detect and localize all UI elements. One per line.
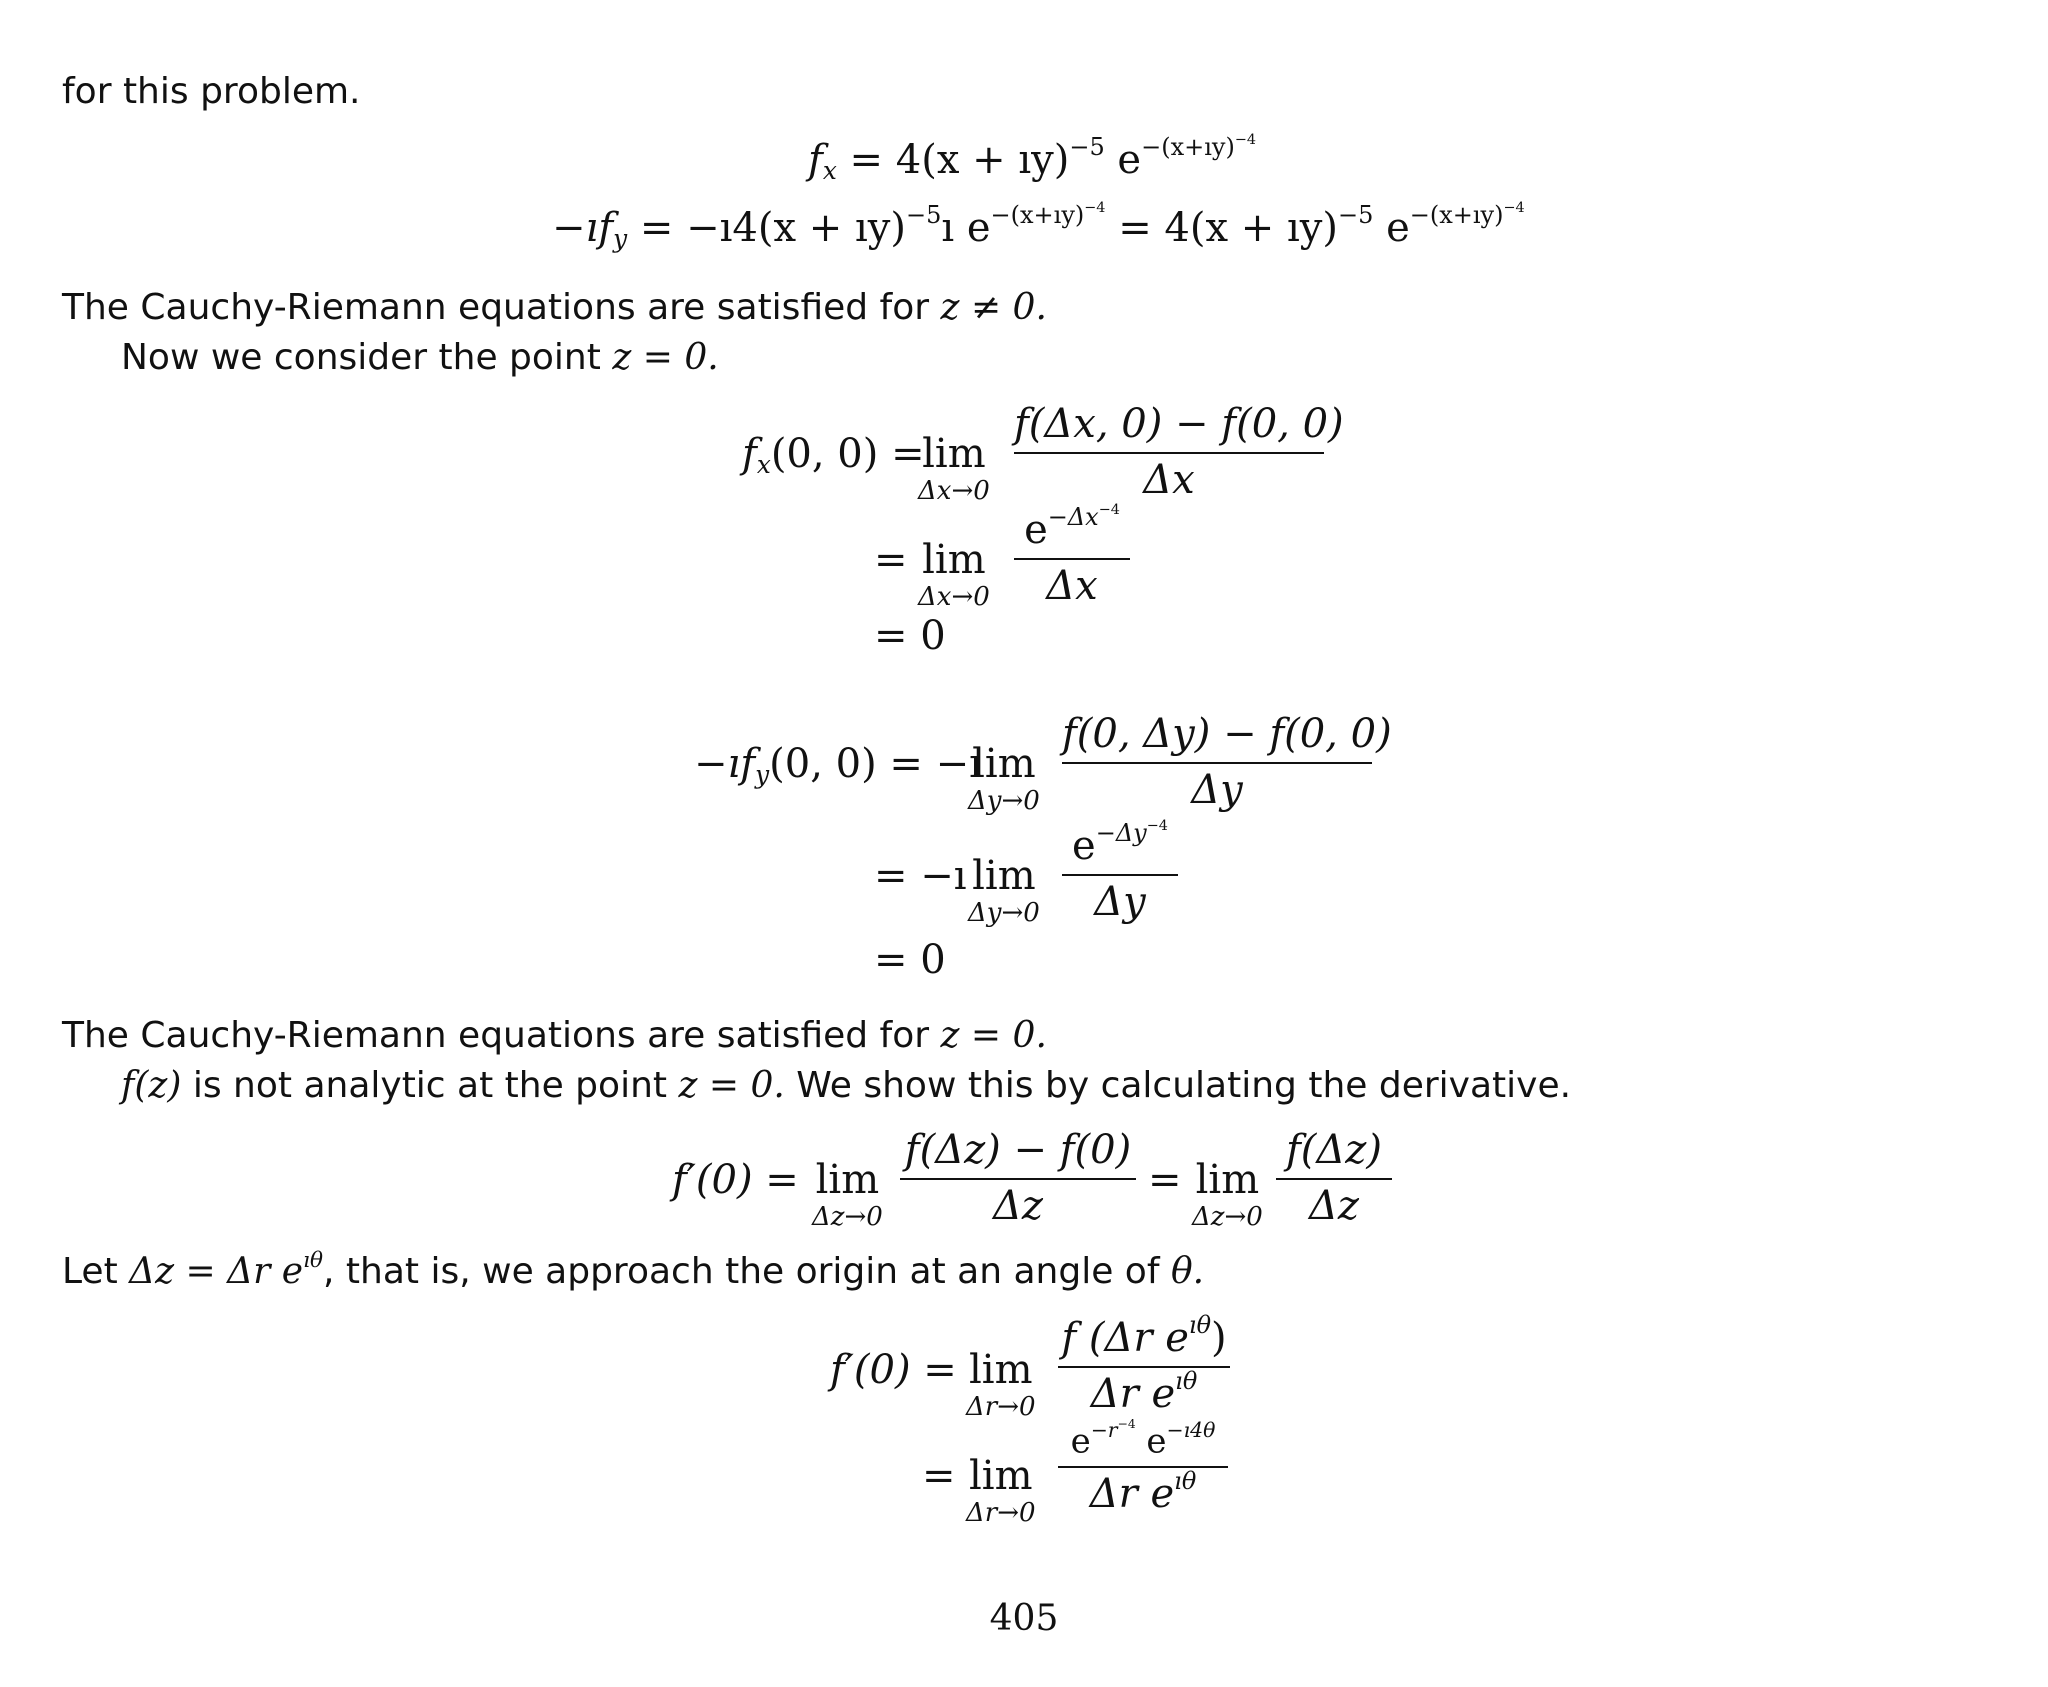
fy00-minus-i: = −ı [874, 853, 967, 899]
fp0-lhs: f′(0) = [672, 1157, 799, 1203]
fp0-fraction: f(Δz) − f(0) Δz [900, 1130, 1136, 1226]
lim-dr-1: lim Δr→0 [966, 1347, 1036, 1422]
fy00-result: = 0 [874, 937, 946, 983]
fx00-fraction-2: $e^{-\Delta x^{-4}}$ Δx [1014, 510, 1130, 606]
fx00-lhs: $f_x(0$, 0) = [742, 431, 925, 480]
cr-nonzero-text: The Cauchy-Riemann equations are satisfied for z ≠ 0. [62, 287, 1047, 328]
let-text: Let Δz = Δr $e^{ı\theta}$, that is, we approach the origin at an angle of θ. [62, 1247, 1205, 1292]
lim-dy-2: lim Δy→0 [968, 853, 1040, 928]
page-number: 405 [989, 1598, 1059, 1639]
not-analytic-text: f(z) is not analytic at the point z = 0. We show this by calculating the derivative. [121, 1065, 1572, 1106]
equation-fx: $f_x = 4(x$ + ıy)$^{-5}$ $e^{-(x+ıy)^{-4}}$ [808, 132, 1257, 186]
equation-ify: $-ıf_y$ = −ı4(x + ıy)$^{-5}$ı $e^{-(x+ıy)^{-4}} = 4(x$ + ıy)$^{-5}$ $e^{-(x+ıy)^{-4}}$ [552, 200, 1525, 254]
fy00-fraction: f(0, Δy) − f(0, 0) Δy [1062, 711, 1392, 813]
cr-zero-text: The Cauchy-Riemann equations are satisfied for z = 0. [62, 1015, 1047, 1056]
fx00-fraction: f(Δx, 0) − f(0, 0) Δx [1014, 401, 1344, 503]
equals-sign-3: = [922, 1453, 956, 1499]
equals-sign: = [874, 537, 908, 583]
fp0b-fraction: f (Δr $e^{ı\theta}$) Δr $e^{ı\theta}$ [1058, 1318, 1230, 1414]
lim-dx-1: lim Δx→0 [918, 431, 990, 506]
fp0b-lhs: f′(0) = [830, 1347, 957, 1393]
lim-dz-2: lim Δz→0 [1192, 1157, 1263, 1232]
lim-dx-2: lim Δx→0 [918, 537, 990, 612]
fp0-fraction-2: f(Δz) Δz [1276, 1130, 1392, 1226]
consider-text: Now we consider the point z = 0. [121, 337, 719, 378]
lim-dy-1: lim Δy→0 [968, 741, 1040, 816]
lim-dr-2: lim Δr→0 [966, 1453, 1036, 1528]
intro-text: for this problem. [62, 71, 361, 112]
fx00-result: = 0 [874, 613, 946, 659]
fy00-fraction-2: $e^{-\Delta y^{-4}}$ Δy [1062, 826, 1178, 922]
equals-sign-2: = [1148, 1157, 1182, 1203]
lim-dz-1: lim Δz→0 [812, 1157, 883, 1232]
fy00-lhs: $-ıf_y(0$, 0) = −ı [694, 741, 982, 790]
fp0b-fraction-2: $e^{-r^{-4}}$ $e^{-ı4\theta}$ Δr $e^{ı\theta}$ [1058, 1424, 1228, 1514]
